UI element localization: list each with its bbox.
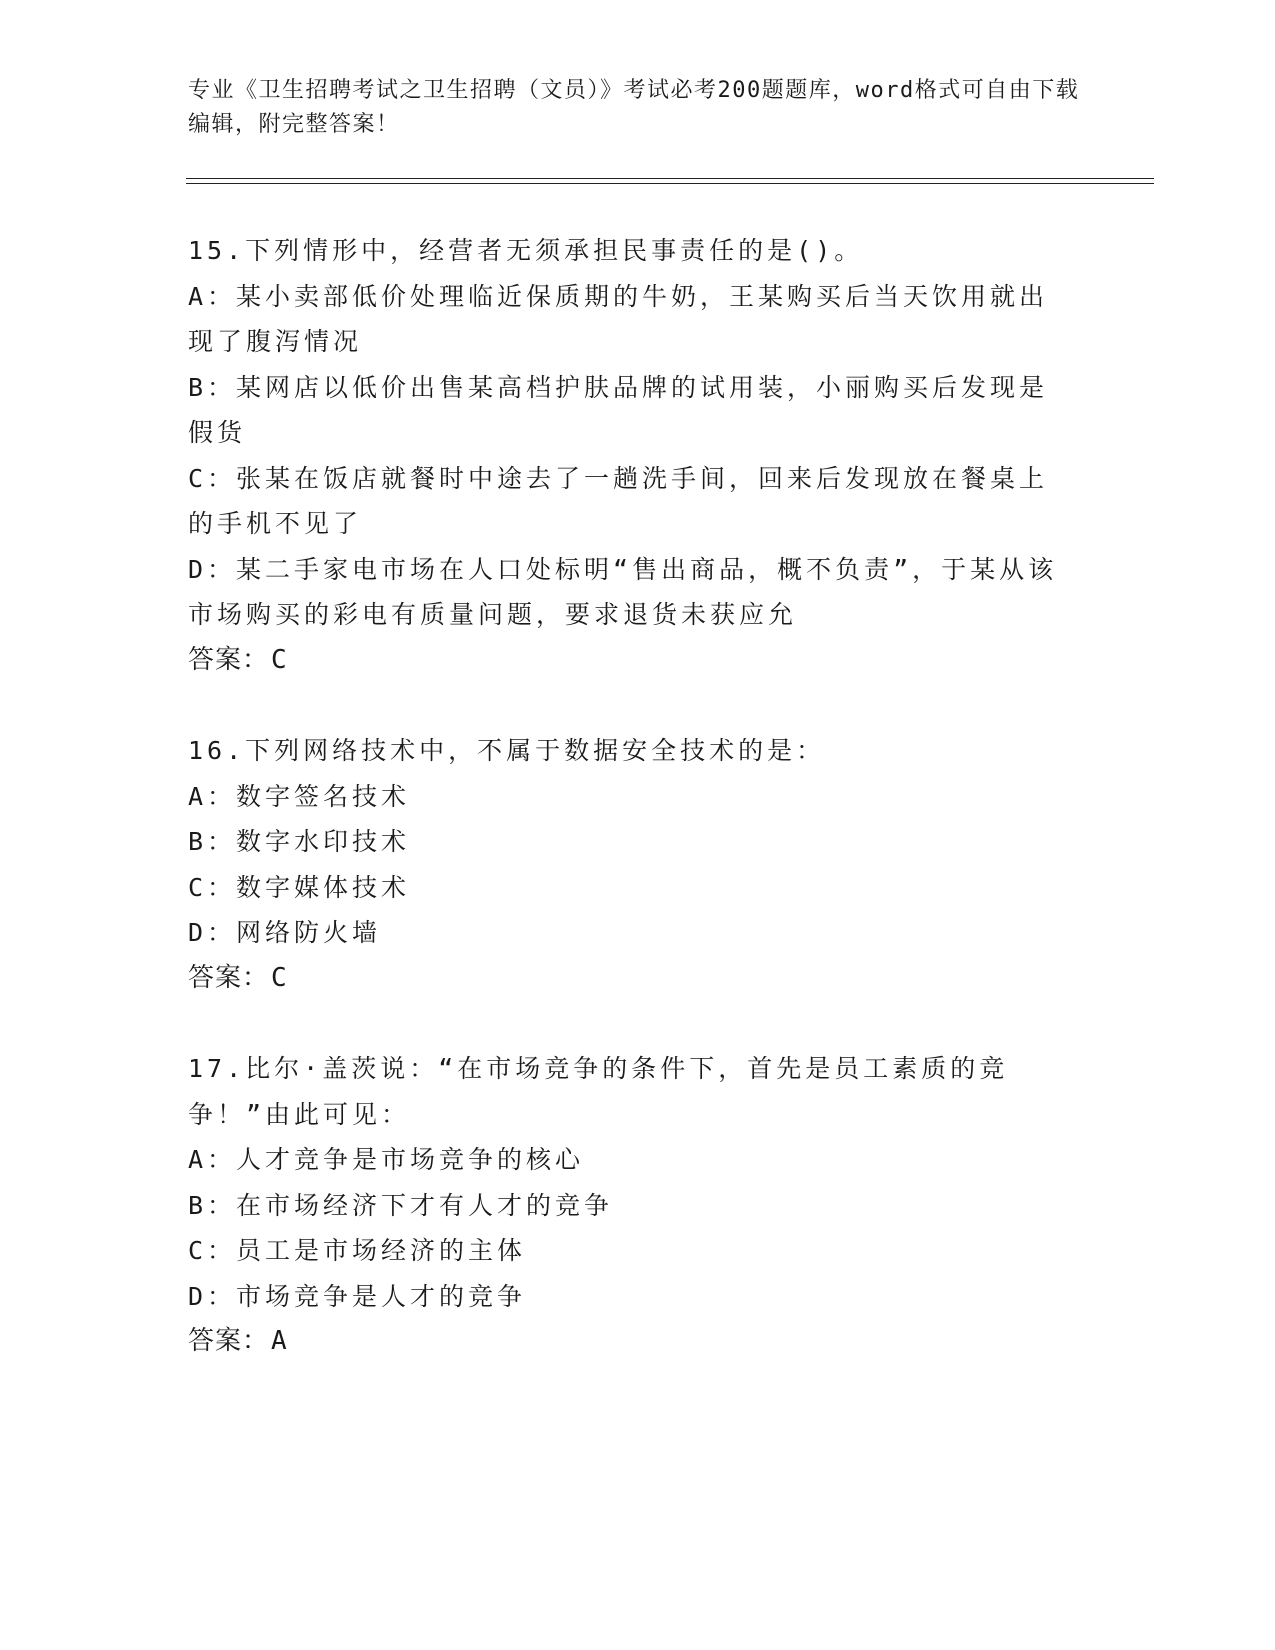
option-d: D：市场竞争是人才的竞争 bbox=[188, 1281, 527, 1311]
answer-line bbox=[188, 638, 1068, 684]
option-b: B：某网店以低价出售某高档护肤品牌的试用装，小丽购买后发现是假货 bbox=[188, 372, 1049, 447]
answer-value: C bbox=[271, 644, 288, 675]
question-16 bbox=[188, 728, 1068, 1001]
option-a: A：人才竞争是市场竞争的核心 bbox=[188, 1145, 585, 1174]
question-17 bbox=[188, 1046, 1068, 1365]
question-list bbox=[188, 228, 1068, 1410]
question-stem: 16.下列网络技术中，不属于数据安全技术的是： bbox=[188, 736, 826, 765]
document-header: 专业《卫生招聘考试之卫生招聘（文员）》考试必考200题题库，word格式可自由下载编辑，附完整答案！ bbox=[188, 78, 1080, 137]
answer-line bbox=[188, 1319, 1068, 1365]
question-stem: 17.比尔·盖茨说：“在市场竞争的条件下，首先是员工素质的竞争！”由此可见： bbox=[188, 1054, 1009, 1129]
question-stem: 15.下列情形中，经营者无须承担民事责任的是()。 bbox=[188, 236, 864, 265]
answer-line bbox=[188, 956, 1068, 1002]
question-15 bbox=[188, 228, 1068, 683]
header-divider bbox=[186, 178, 1154, 184]
option-d: D：某二手家电市场在人口处标明“售出商品，概不负责”，于某从该市场购买的彩电有质量问题，要求退货未获应允 bbox=[188, 554, 1058, 629]
answer-value: C bbox=[271, 962, 288, 993]
option-a: A：数字签名技术 bbox=[188, 781, 411, 811]
option-d: D：网络防火墙 bbox=[188, 918, 382, 947]
option-c: C：数字媒体技术 bbox=[188, 872, 411, 902]
option-b: B：数字水印技术 bbox=[188, 827, 411, 856]
answer-value: A bbox=[271, 1326, 288, 1356]
option-b: B：在市场经济下才有人才的竞争 bbox=[188, 1190, 614, 1220]
answer-label: 答案： bbox=[188, 644, 270, 675]
answer-label: 答案： bbox=[188, 1326, 270, 1356]
answer-label: 答案： bbox=[188, 962, 270, 993]
option-a: A：某小卖部低价处理临近保质期的牛奶，王某购买后当天饮用就出现了腹泻情况 bbox=[188, 281, 1049, 356]
option-c: C：张某在饭店就餐时中途去了一趟洗手间，回来后发现放在餐桌上的手机不见了 bbox=[188, 463, 1049, 538]
option-c: C：员工是市场经济的主体 bbox=[188, 1236, 527, 1265]
